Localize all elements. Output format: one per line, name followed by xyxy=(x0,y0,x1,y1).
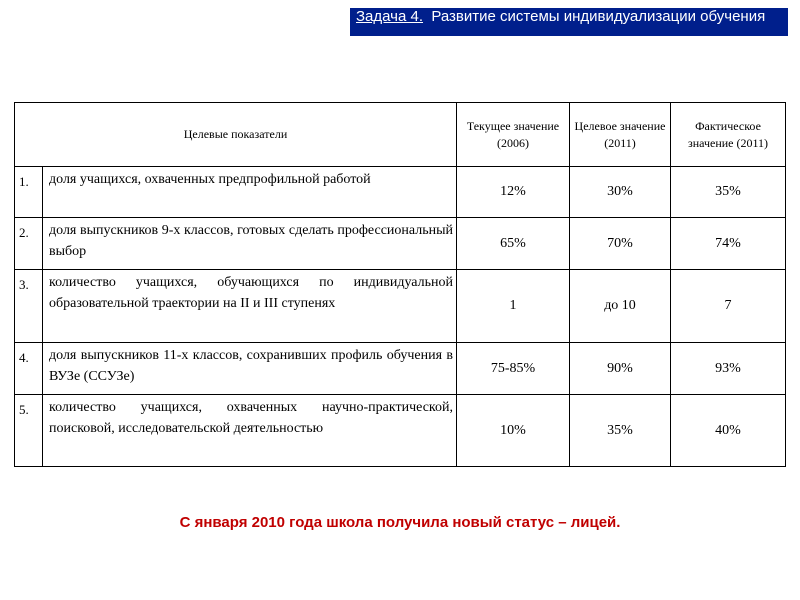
row-indicator: доля учащихся, охваченных предпрофильной работой xyxy=(43,167,457,218)
row-actual-value: 74% xyxy=(671,218,786,270)
table-row xyxy=(15,218,786,270)
row-actual-value: 35% xyxy=(671,167,786,218)
row-actual-value: 93% xyxy=(671,343,786,395)
row-current-value: 12% xyxy=(457,167,570,218)
column-header-target: Целевое значение (2011) xyxy=(570,103,671,167)
row-target-value: 30% xyxy=(570,167,671,218)
row-indicator: количество учащихся, обучающихся по индивидуальной образовательной траектории на II и III ступенях xyxy=(43,270,457,343)
row-current-value: 75-85% xyxy=(457,343,570,395)
task-title: Развитие системы индивидуализации обучения xyxy=(431,8,766,25)
row-target-value: 90% xyxy=(570,343,671,395)
row-indicator: количество учащихся, охваченных научно-практической, поисковой, исследовательской деятельностью xyxy=(43,395,457,467)
row-indicator: доля выпускников 11-х классов, сохранивших профиль обучения в ВУЗе (ССУЗе) xyxy=(43,343,457,395)
task-header xyxy=(350,8,788,36)
table-row xyxy=(15,270,786,343)
row-number: 3. xyxy=(15,270,43,343)
row-current-value: 10% xyxy=(457,395,570,467)
row-target-value: 35% xyxy=(570,395,671,467)
column-header-indicator: Целевые показатели xyxy=(15,103,457,167)
row-number: 5. xyxy=(15,395,43,467)
row-target-value: 70% xyxy=(570,218,671,270)
column-header-current: Текущее значение (2006) xyxy=(457,103,570,167)
indicators-table xyxy=(14,102,786,467)
row-current-value: 65% xyxy=(457,218,570,270)
row-current-value: 1 xyxy=(457,270,570,343)
row-actual-value: 40% xyxy=(671,395,786,467)
table-row xyxy=(15,343,786,395)
row-target-value: до 10 xyxy=(570,270,671,343)
column-header-actual: Фактическое значение (2011) xyxy=(671,103,786,167)
status-note: С января 2010 года школа получила новый статус – лицей. xyxy=(179,514,621,531)
table-row xyxy=(15,167,786,218)
row-number: 1. xyxy=(15,167,43,218)
table-row xyxy=(15,395,786,467)
row-number: 4. xyxy=(15,343,43,395)
row-number: 2. xyxy=(15,218,43,270)
task-label: Задача 4. xyxy=(356,8,424,25)
table-header-row xyxy=(15,103,786,167)
row-actual-value: 7 xyxy=(671,270,786,343)
row-indicator: доля выпускников 9-х классов, готовых сделать профессиональный выбор xyxy=(43,218,457,270)
